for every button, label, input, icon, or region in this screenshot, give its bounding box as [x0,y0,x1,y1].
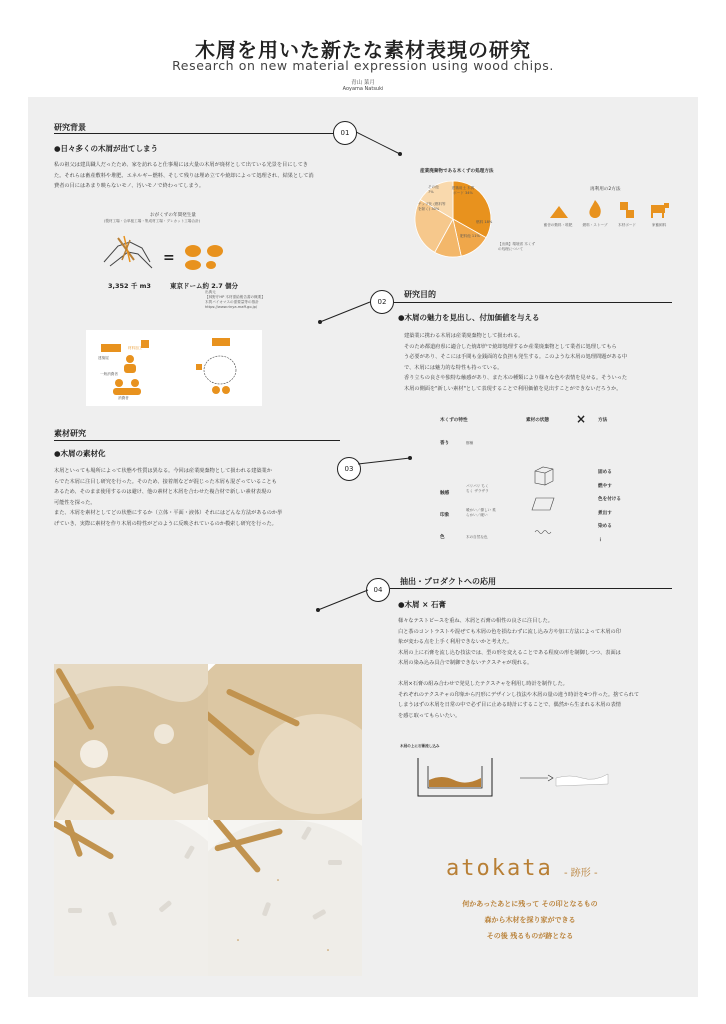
brand-poem: 何かあったあとに残って その印となるもの 森から木材を採り家ができる その後 残るものが跡となる [462,900,598,940]
property-impression: 印象 [440,513,450,518]
clock-photo-1 [54,664,208,820]
section4-connector [314,586,370,614]
lumber-icon [100,340,122,354]
section3-rule [54,440,340,441]
person-icon [120,354,140,374]
author-name: 青山 菜月 [351,80,375,86]
section4-body: 様々なテストピースを重ね、木屑と石膏の相性の良さに注目した。 白と茶のコントラストや混ぜても木屑の色を損なわずに流し込み方や加工方法によって木屑の印 象が変わる点を上手く利用できないかと考えた。 木屑の上に石膏を流し込む技法では、型の形を変えることである程度の形を制御しつつ、表面は 木屑の染み込み具合で制御できないテクスチャが現れる。 木屑×石膏の組み合わせで発見したテクスチャを利用し時計を制作した。 それぞれのテクスチャの印象から円形にデザインし技法や木屑の量の違う時計を4つ作った。捨てられて しまうはずの木屑を日常の中で必ず目に止める時計にすることで、偶然から生まれる木屑の表情 を感じ取ってもらいたい。 [398,618,640,719]
pie-label-fuel: 燃料 18% [476,220,493,224]
use-label-fuel: 燃料・ストーブ [582,223,608,227]
pie-label-other: その他 7% [428,185,439,194]
clock-texture-2 [208,664,362,820]
brand-name: atokata [446,856,553,881]
property-color-note: 木の自然な色 [466,535,488,539]
section1-subtitle: ●日々多くの木屑が出てしまう [54,144,159,153]
pie-note: 【出典】環境省 木くずの処理について [498,242,536,251]
property-color: 色 [440,535,445,540]
author-name-en: Aoyama Natsuki [342,86,384,92]
clock-photo-4 [208,820,362,976]
diagram-label: 木屑の上に石膏流し込み [400,744,440,748]
source-note: 出典元 【林野庁HP 木材需給報告書の概要】 木質バイオマスの需要量等の推計 https://www.rinya.maff.go.jp/ [205,290,265,309]
property-texture-note: パリパリ ちくちく ザラザラ [466,484,489,493]
uses-title: 再利用の2方法 [590,187,621,192]
property-impression-note: 暖かい／優しい 柔らかい／硬い [466,508,496,517]
page-title: 木屑を用いた新たな素材表現の研究 [195,38,531,62]
annual-amount: 3,352 千 m3 [108,282,151,290]
liquid-wave-icon [534,528,554,536]
property-scent-note: 樹種 [466,441,474,445]
table-header-properties: 木くずの特性 [440,418,468,423]
solid-cube-icon [532,464,556,486]
tokyo-dome-icon [183,243,227,271]
use-label-board: 木材ボード [618,223,636,227]
section1-connector [356,130,406,160]
section2-connector [316,298,372,326]
pie-title: 産業廃棄物である木くずの処理方法 [420,169,494,174]
section4-rule [390,588,672,589]
pie-label-chip: チップ化 (燃料等を除く) 30% [418,202,446,211]
pie-label-fertilizer: 肥料他 11% [460,234,480,238]
pie-label-board: 建築用土 木質ボード 34% [451,186,475,195]
group-icon [110,378,144,396]
pouring-diagram [412,756,612,800]
page-subtitle: Research on new material expression using wood chips. [172,58,554,73]
use-label-compost: 畜舎の敷料・堆肥 [543,223,573,227]
section4-subtitle: ●木屑 × 石膏 [398,600,447,609]
section4-number: 04 [366,578,390,602]
property-texture: 触感 [440,491,450,496]
brand-subtitle: - 跡形 - [564,868,598,879]
section3-number: 03 [337,457,361,481]
equals-sign: = [163,250,175,266]
section2-number: 02 [370,290,394,314]
flow-diagram: 建築屋 一般消費者 材料加工 消費者 [86,330,262,406]
dome-equivalent: 東京ドーム約 2.7 個分 [170,282,239,290]
compost-icon [548,200,570,220]
section3-body: 木屑といっても場所によって状態や性質は異なる。今回は産業廃棄物として扱われる建築業か らでた木屑に注目し研究を行った。そのため、接着剤などが混じった木屑も混ざっていることも あるため、そのまま使用するのは避け、他の素材と木屑を合わせた複合材で新しい素材表現の 可能性を探った。 また、木屑を素材としてどの状態にするか（立体・平面・液体）それにはどんな方法があるのか挙 げていき、実際に素材を作り木屑の特性がどのように反映されているのか模索し研究を行った。 [54,468,283,527]
clock-photo-3 [54,820,208,976]
cycle-diagram [196,336,256,400]
section1-rule [54,133,336,134]
section2-subtitle: ●木屑の魅力を見出し、付加価値を与える [398,313,540,322]
clock-texture-4 [208,820,362,976]
annual-label: おがくずの年間発生量 [150,213,196,218]
section1-number: 01 [333,121,357,145]
property-scent: 香り [440,441,450,446]
method-list: 固める 燃やす 色を付ける 煮出す 染める ⋮ [598,470,621,543]
section2-title: 研究目的 [404,290,436,299]
flat-sheet-icon [530,496,556,512]
table-header-times: × [576,412,587,426]
use-label-feed: 家畜飼料 [651,223,667,227]
wood-chips-hand-icon [100,232,160,276]
clock-photo-2 [208,664,362,820]
cow-icon [648,200,670,220]
clock-texture-3 [54,820,208,976]
table-header-state: 素材の状態 [526,418,549,423]
board-icon [618,200,636,220]
section2-body: 建築業に携わる木屑は産業廃棄物として扱われる。 そのため都道府県に適合した焼却炉で焼却処理するか産業廃棄物として業者に処理してもら う必要があり、そこには手間も金銭面的な負担も発生する。このような木屑の処理問題がある中 で、木屑には魅力的な特性も持っている。 香り立ちの良さや独特な触感があり、また木の種類により様々な色や表情を見せる。そういった 木屑の側面を"新しい素材"として表現することで利用価値を見出すことができないだろうか。 [404,333,628,392]
clock-texture-1 [54,664,208,820]
annual-sublabel: (製材工場・合単板工場・集成材工場・プレカット工場合計) [104,219,201,223]
fire-icon [586,198,604,220]
section1-title: 研究背景 [54,123,86,132]
table-header-method: 方法 [598,418,608,423]
section3-title: 素材研究 [54,429,86,438]
section3-connector [356,454,416,474]
section1-body: 私の祖父は建具職人だったため、家を訪れると仕事場には大量の木屑が廃材として出ている光景を目にしてきた。それらは畜産敷料や堆肥、エネルギー燃料、そして残りは埋め立てや焼却によって処理され、結果として消費者の目にはあまり映らないモノ、汚いモノで終わってしまう。 [54,162,314,189]
section3-subtitle: ●木屑の素材化 [54,449,106,458]
section2-rule [394,302,672,303]
section4-title: 抽出・プロダクトへの応用 [400,577,496,586]
